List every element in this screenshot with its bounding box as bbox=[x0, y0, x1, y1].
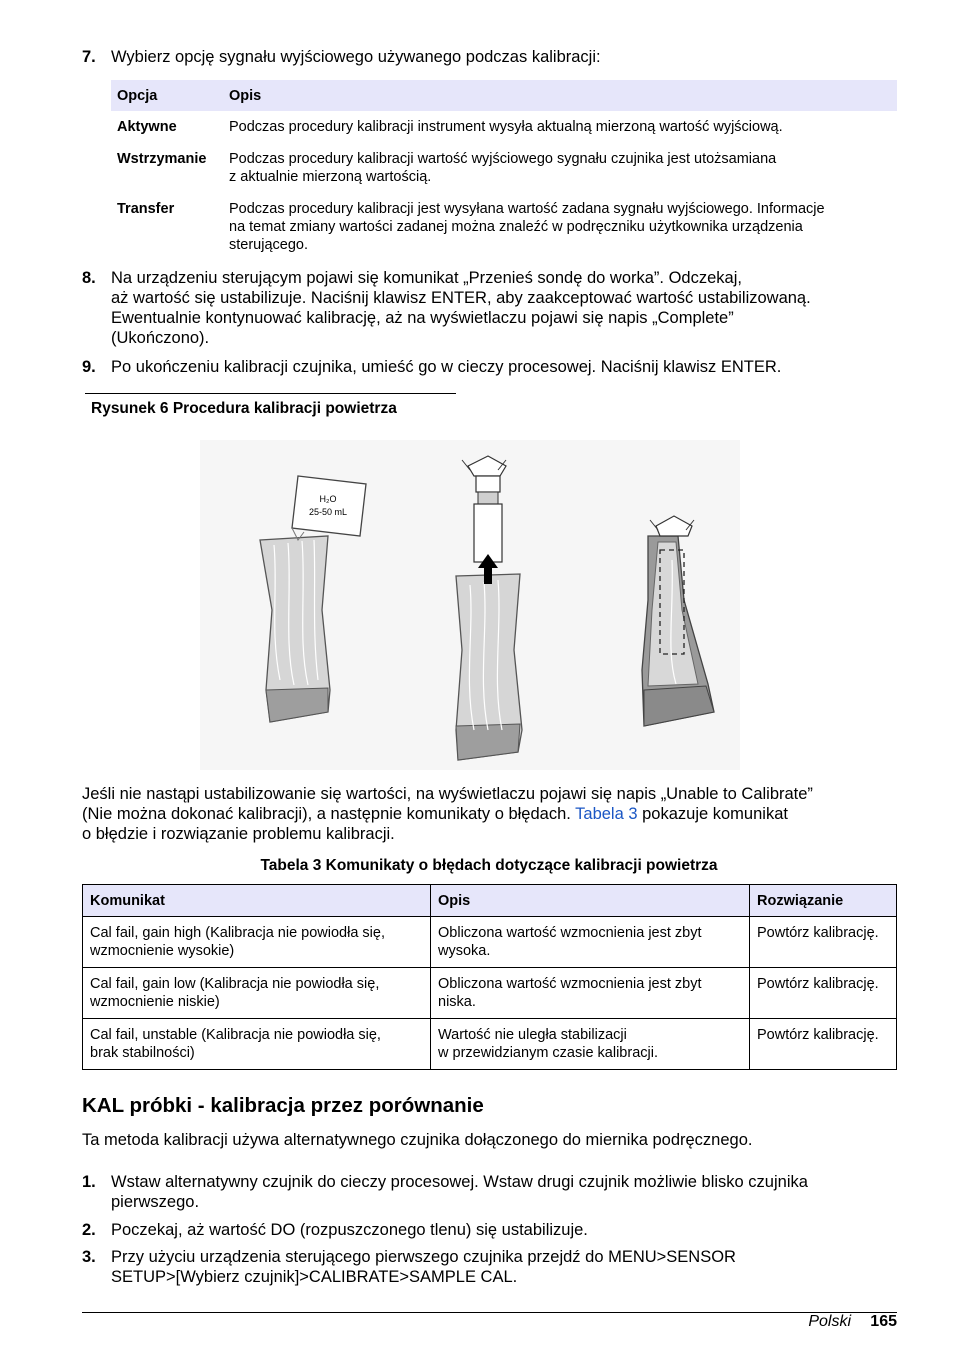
description-cell bbox=[431, 1019, 750, 1070]
message-cell bbox=[83, 917, 431, 968]
step-number: 1. bbox=[82, 1173, 96, 1191]
option-name: Aktywne bbox=[117, 119, 177, 135]
air-calibration-illustration bbox=[200, 440, 740, 770]
error-messages-table bbox=[82, 884, 897, 1070]
step-number: 7. bbox=[82, 48, 96, 66]
cell-line: Cal fail, unstable (Kalibracja nie powiodła się, bbox=[90, 1027, 381, 1043]
table-3-link[interactable]: Tabela 3 bbox=[575, 805, 638, 823]
paragraph-line: o błędzie i rozwiązanie problemu kalibracji. bbox=[82, 825, 395, 843]
output-options-table bbox=[111, 80, 897, 253]
figure-rule bbox=[85, 393, 456, 394]
solution-cell: Powtórz kalibrację. bbox=[750, 917, 897, 968]
cup-label-volume: 25-50 mL bbox=[308, 507, 348, 517]
step-text bbox=[111, 1220, 901, 1240]
cell-line: wzmocnienie niskie) bbox=[90, 994, 220, 1010]
cell-line: Obliczona wartość wzmocnienia jest zbyt bbox=[438, 976, 702, 992]
step-number: 9. bbox=[82, 358, 96, 376]
cell-line: brak stabilności) bbox=[90, 1045, 195, 1061]
calibration-bag-2 bbox=[456, 574, 522, 760]
option-description bbox=[229, 118, 894, 136]
step-number: 8. bbox=[82, 269, 96, 287]
step-line: Na urządzeniu sterującym pojawi się komunikat „Przenieś sondę do worka”. Odczekaj, bbox=[111, 269, 742, 287]
header-description: Opis bbox=[229, 88, 262, 104]
description-line: Podczas procedury kalibracji wartość wyjściowego sygnału czujnika jest utożsamiana bbox=[229, 151, 777, 167]
paragraph-line bbox=[82, 804, 902, 824]
paragraph-line: Jeśli nie nastąpi ustabilizowanie się wartości, na wyświetlaczu pojawi się napis „Unable to Calibrate” bbox=[82, 785, 813, 803]
cup-label-formula: H₂O bbox=[319, 494, 337, 504]
header-message: Komunikat bbox=[83, 885, 431, 917]
step-text bbox=[111, 268, 901, 348]
footer-rule bbox=[82, 1312, 897, 1313]
option-name: Transfer bbox=[117, 201, 175, 217]
description-cell bbox=[431, 968, 750, 1019]
step-text bbox=[111, 1172, 901, 1212]
description-line: Podczas procedury kalibracji instrument wysyła aktualną mierzoną wartość wyjściową. bbox=[229, 119, 783, 135]
step-line: Ewentualnie kontynuować kalibrację, aż na wyświetlaczu pojawi się napis „Complete” bbox=[111, 309, 734, 327]
step-text: Po ukończeniu kalibracji czujnika, umieść go w cieczy procesowej. Naciśnij klawisz ENTER. bbox=[111, 358, 782, 376]
options-table-header bbox=[111, 80, 897, 111]
step-number: 2. bbox=[82, 1221, 96, 1239]
page-number: 165 bbox=[870, 1313, 897, 1330]
message-cell bbox=[83, 968, 431, 1019]
step-line: aż wartość się ustabilizuje. Naciśnij klawisz ENTER, aby zaakceptować wartość ustabilizowaną. bbox=[111, 289, 811, 307]
step-line: Poczekaj, aż wartość DO (rozpuszczonego tlenu) się ustabilizuje. bbox=[111, 1221, 588, 1239]
cell-line: w przewidzianym czasie kalibracji. bbox=[438, 1045, 658, 1061]
cell-line: wzmocnienie wysokie) bbox=[90, 943, 235, 959]
description-line: Podczas procedury kalibracji jest wysyłana wartość zadana sygnału wyjściowego. Informacje bbox=[229, 201, 825, 217]
footer-language: Polski bbox=[808, 1313, 851, 1330]
step-text bbox=[111, 1247, 901, 1287]
table-row bbox=[83, 1019, 897, 1070]
message-cell bbox=[83, 1019, 431, 1070]
calibration-bag-1 bbox=[260, 536, 330, 722]
description-line: z aktualnie mierzoną wartością. bbox=[229, 169, 432, 185]
step-line: Wstaw alternatywny czujnik do cieczy procesowej. Wstaw drugi czujnik możliwie blisko czujnika bbox=[111, 1173, 808, 1191]
cell-line: wysoka. bbox=[438, 943, 491, 959]
cell-line: Wartość nie uległa stabilizacji bbox=[438, 1027, 627, 1043]
section-heading: KAL próbki - kalibracja przez porównanie bbox=[82, 1094, 484, 1117]
cell-line: Cal fail, gain high (Kalibracja nie powiodła się, bbox=[90, 925, 385, 941]
paragraph-text: pokazuje komunikat bbox=[637, 805, 788, 823]
table-row bbox=[83, 917, 897, 968]
header-description: Opis bbox=[431, 885, 750, 917]
cell-line: Obliczona wartość wzmocnienia jest zbyt bbox=[438, 925, 702, 941]
solution-cell: Powtórz kalibrację. bbox=[750, 1019, 897, 1070]
step-line: Przy użyciu urządzenia sterującego pierwszego czujnika przejdź do MENU>SENSOR bbox=[111, 1248, 736, 1266]
solution-cell: Powtórz kalibrację. bbox=[750, 968, 897, 1019]
step-text: Wybierz opcję sygnału wyjściowego używanego podczas kalibracji: bbox=[111, 48, 601, 66]
cell-line: niska. bbox=[438, 994, 476, 1010]
description-cell bbox=[431, 917, 750, 968]
error-table-caption: Tabela 3 Komunikaty o błędach dotyczące kalibracji powietrza bbox=[260, 857, 718, 874]
section-intro: Ta metoda kalibracji używa alternatywnego czujnika dołączonego do miernika podręcznego. bbox=[82, 1131, 753, 1149]
header-solution: Rozwiązanie bbox=[750, 885, 897, 917]
cell-line: Cal fail, gain low (Kalibracja nie powiodła się, bbox=[90, 976, 380, 992]
step-line: (Ukończono). bbox=[111, 329, 210, 347]
option-description bbox=[229, 200, 894, 254]
figure-caption: Rysunek 6 Procedura kalibracji powietrza bbox=[91, 400, 397, 417]
header-option: Opcja bbox=[117, 88, 158, 104]
description-line: sterującego. bbox=[229, 237, 308, 253]
step-line: pierwszego. bbox=[111, 1193, 200, 1211]
option-name: Wstrzymanie bbox=[117, 151, 207, 167]
paragraph-text: (Nie można dokonać kalibracji), a następnie komunikaty o błędach. bbox=[82, 805, 576, 823]
unable-to-calibrate-paragraph bbox=[82, 784, 902, 844]
error-table-header bbox=[83, 885, 897, 917]
description-line: na temat zmiany wartości zadanej można znaleźć w podręczniku użytkownika urządzenia bbox=[229, 219, 803, 235]
table-row bbox=[83, 968, 897, 1019]
option-description bbox=[229, 150, 894, 186]
step-number: 3. bbox=[82, 1248, 96, 1266]
step-line: SETUP>[Wybierz czujnik]>CALIBRATE>SAMPLE CAL. bbox=[111, 1268, 518, 1286]
